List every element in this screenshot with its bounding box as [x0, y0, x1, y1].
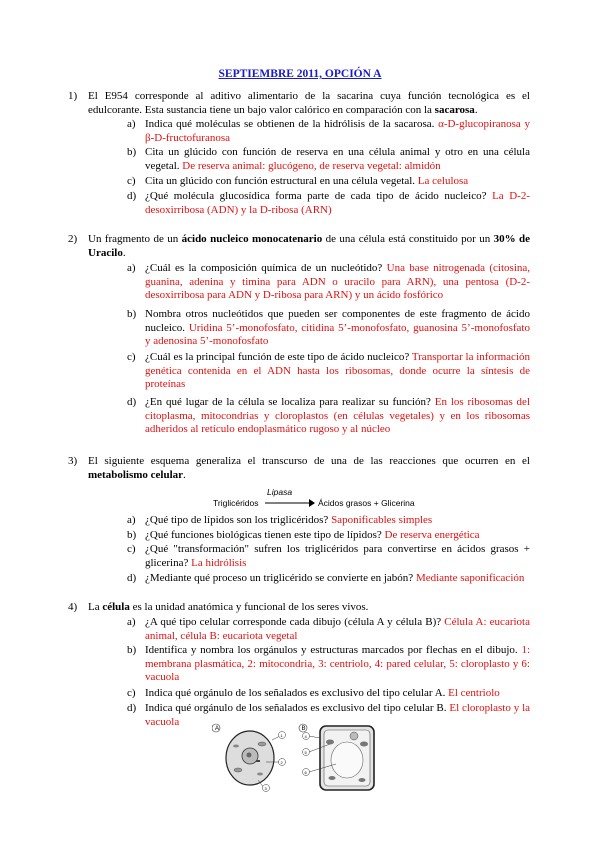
question-text: . [122, 246, 126, 259]
item-label: c) [127, 687, 136, 699]
question-emphasis: metabolismo celular [88, 468, 184, 481]
item-question: ¿Qué "transformación" sufren los triglicéridos para convertirse en ácidos grasos + glicerina? [145, 543, 530, 569]
question-text: es la unidad anatómica y funcional de los seres vivos. [129, 601, 369, 613]
cell-diagrams [212, 722, 382, 792]
item-label: a) [127, 262, 136, 274]
item-label: c) [127, 351, 136, 363]
item-label: b) [127, 146, 137, 158]
item-question: ¿Qué molécula glucosídica forma parte de cada tipo de ácido nucleico? [145, 190, 493, 202]
question-2-item-d [127, 396, 530, 437]
item-question: Indica qué orgánulo de los señalados es exclusivo del tipo celular A. [145, 687, 449, 699]
cell-drawings-figure [212, 722, 382, 792]
question-text: El siguiente esquema generaliza el transcurso de una de las reacciones que ocurren en el [88, 455, 530, 467]
item-answer: De reserva energética [384, 529, 480, 541]
mark-5: 5 [304, 750, 307, 755]
animal-cell-drawing [212, 724, 286, 792]
question-text: La [88, 601, 103, 613]
question-number: 2) [68, 233, 78, 245]
question-3-item-c [127, 543, 530, 570]
item-label: d) [127, 190, 137, 202]
item-label: a) [127, 118, 136, 130]
mark-3: 3 [264, 786, 267, 791]
question-4-item-a [127, 616, 530, 643]
item-label: c) [127, 543, 136, 555]
item-label: d) [127, 396, 137, 408]
item-answer: De reserva animal: glucógeno, de reserva vegetal: almidón [182, 159, 441, 172]
mark-2: 2 [280, 760, 283, 765]
item-question: ¿Qué tipo de lípidos son los triglicéridos? [145, 514, 332, 526]
scheme-enzyme: Lipasa [267, 487, 293, 497]
question-number: 1) [68, 90, 78, 102]
question-emphasis: 30% de Uracilo [88, 233, 530, 259]
cell-a-label: A [215, 726, 220, 732]
item-answer: El centriolo [448, 687, 500, 699]
cell-b-label: B [301, 726, 306, 732]
reaction-arrow-icon [265, 498, 315, 508]
question-2 [68, 233, 530, 260]
plant-cell-drawing [299, 724, 374, 790]
item-question: Indica qué orgánulo de los señalados es exclusivo del tipo celular B. [145, 702, 450, 714]
item-question: Indica qué moléculas se obtienen de la hidrólisis de la sacarosa. [145, 118, 439, 130]
item-question: ¿A qué tipo celular corresponde cada dibujo (célula A y célula B)? [145, 616, 445, 628]
question-1-item-d [127, 190, 530, 217]
reaction-scheme [205, 487, 435, 513]
item-answer: Uridina 5’-monofosfato, citidina 5’-monofosfato, guanosina 5’-monofosfato y adenosina 5’-monofosfato [145, 321, 530, 348]
question-2-item-a [127, 262, 531, 303]
item-answer: Célula A: eucariota animal, célula B: eucariota vegetal [145, 616, 530, 642]
question-1-item-a [127, 118, 530, 145]
item-label: a) [127, 616, 136, 628]
mark-4: 4 [304, 734, 307, 739]
item-question: ¿En qué lugar de la célula se localiza para realizar su función? [145, 396, 435, 408]
item-question: ¿Mediante qué proceso un triglicérido se convierte en jabón? [145, 572, 416, 584]
item-answer: Saponificables simples [331, 514, 433, 526]
item-question: ¿Cuál es la composición química de un nucleótido? [145, 262, 387, 274]
item-question: Cita un glúcido con función de reserva en una célula animal y otro en una célula vegetal. [145, 146, 530, 172]
item-question: Identifica y nombra los orgánulos y estructuras marcados por flechas en el dibujo. [145, 644, 522, 656]
item-label: a) [127, 514, 136, 526]
question-text: . [183, 468, 186, 481]
question-1-item-b [127, 146, 530, 173]
item-label: b) [127, 644, 137, 656]
item-answer: El cloroplasto y la vacuola [145, 702, 531, 728]
question-text: Un fragmento de un [88, 233, 182, 245]
question-2-item-b [127, 308, 530, 349]
mark-6: 6 [304, 770, 307, 775]
item-answer: Transportar la información genética contenida en el ADN hasta los ribosomas, donde ocurre la síntesis de proteínas [145, 351, 530, 391]
mark-1: 1 [280, 733, 283, 738]
question-1-item-c [127, 175, 530, 189]
question-4 [68, 601, 530, 615]
question-text: El E954 corresponde al aditivo alimentario de la sacarina cuya función tecnológica es el edulcorante. Esta sustancia tiene un bajo valor calórico en comparación con la [88, 90, 530, 116]
item-label: d) [127, 572, 137, 584]
page-title: SEPTIEMBRE 2011, OPCIÓN A [218, 68, 382, 80]
item-answer: La D-2-desoxirribosa (ADN) y la D-ribosa (ARN) [145, 190, 530, 216]
scheme-products: Ácidos grasos + Glicerina [318, 498, 415, 508]
item-question: Nombra otros nucleótidos que pueden ser componentes de este fragmento de ácido nucleico. [145, 308, 530, 334]
question-emphasis: célula [102, 601, 130, 613]
item-label: b) [127, 308, 137, 320]
question-1 [68, 90, 530, 117]
item-question: Cita un glúcido con función estructural en una célula vegetal. [145, 175, 418, 187]
item-answer: 1: membrana plasmática, 2: mitocondria, 3: centriolo, 4: pared celular, 5: cloroplasto y 6: vacuola [145, 644, 530, 684]
item-answer: Mediante saponificación [415, 572, 525, 584]
question-emphasis: sacarosa [434, 103, 475, 116]
question-3-item-a [127, 514, 530, 528]
question-emphasis: ácido nucleico monocatenario [181, 233, 323, 245]
item-answer: α-D-glucopiranosa y β-D-fructofuranosa [145, 118, 530, 144]
item-label: d) [127, 702, 137, 714]
question-3 [68, 455, 530, 482]
item-answer: La hidrólisis [191, 556, 247, 569]
scheme-reactant: Triglicéridos [213, 498, 259, 508]
item-answer: Una base nitrogenada (citosina, guanina, adenina y timina para ADN o uracilo para ARN), una pentosa (D-2-desoxirribosa para ADN y D-ribosa para ARN) y un ácido fosfórico [145, 262, 531, 302]
question-2-item-c [127, 351, 530, 392]
question-text: de una célula está constituido por un [322, 233, 494, 245]
question-number: 3) [68, 455, 78, 467]
item-answer: La celulosa [417, 175, 469, 187]
item-label: c) [127, 175, 136, 187]
item-question: ¿Cuál es la principal función de este tipo de ácido nucleico? [145, 351, 412, 363]
item-answer: En los ribosomas del citoplasma, mitocondrias y cloroplastos (en células vegetales) y en los ribosomas adheridos al retículo endoplasmático rugoso y al núcleo [145, 396, 530, 436]
question-text: . [474, 103, 478, 116]
question-4-item-b [127, 644, 530, 685]
item-label: b) [127, 529, 137, 541]
question-number: 4) [68, 601, 78, 613]
question-3-item-b [127, 529, 530, 543]
question-3-item-d [127, 572, 530, 586]
item-question: ¿Qué funciones biológicas tienen este tipo de lípidos? [145, 529, 385, 541]
question-4-item-c [127, 687, 530, 701]
